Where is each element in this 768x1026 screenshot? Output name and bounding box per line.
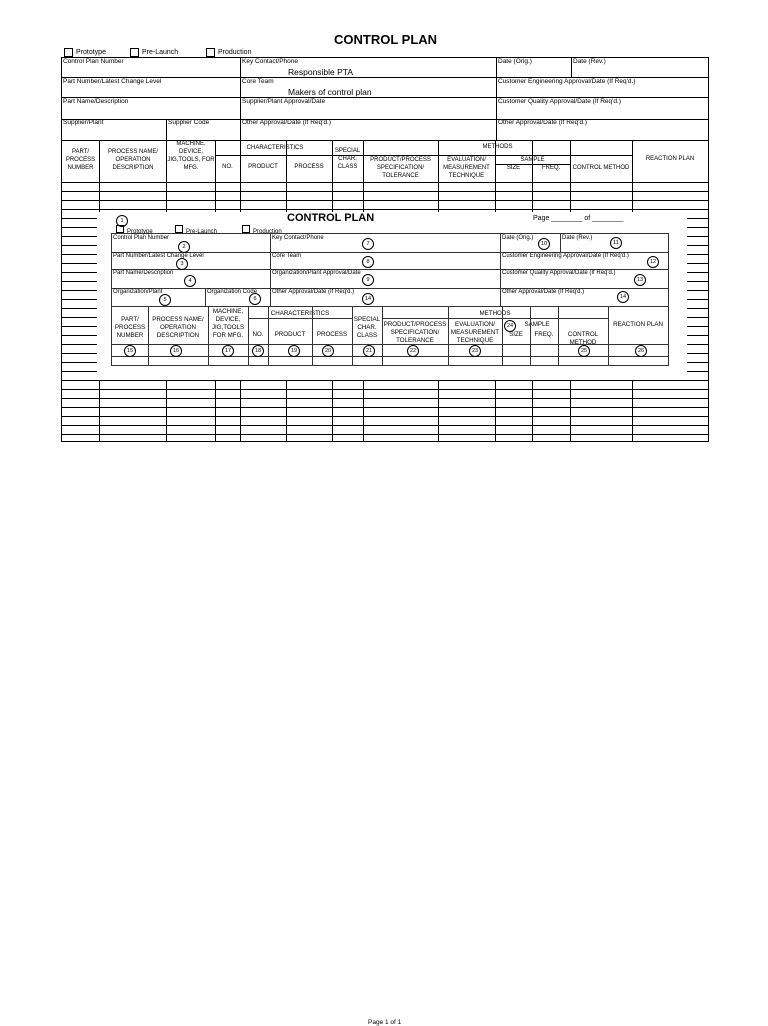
embedded-column-line — [312, 306, 313, 365]
grid-row-line — [62, 398, 708, 399]
embedded-part-name-label: Part Name/Description — [113, 270, 174, 276]
embedded-col-product: PRODUCT — [274, 331, 306, 338]
embedded-other-approval-label: Other Approval/Date (If Req'd.) — [502, 289, 585, 295]
embedded-column-line — [382, 306, 383, 365]
embedded-col-no: NO. — [252, 331, 264, 338]
callout-marker: 23 — [469, 345, 481, 357]
embedded-column-line — [558, 306, 559, 365]
embedded-column-line — [352, 306, 353, 365]
embedded-org-code-label: Organization Code — [207, 289, 258, 295]
grid-row-line — [62, 416, 708, 417]
callout-marker: 11 — [610, 237, 622, 249]
grid-row-line — [62, 209, 708, 210]
checkbox-prototype[interactable] — [64, 48, 106, 57]
callout-marker: 14 — [617, 291, 629, 303]
callout-marker: 25 — [578, 345, 590, 357]
page-footer: Page 1 of 1 — [368, 1019, 402, 1026]
checkbox-label: Prototype — [127, 229, 153, 235]
callout-marker: 12 — [647, 256, 659, 268]
callout-marker: 2 — [178, 241, 190, 253]
embedded-column-line — [268, 306, 269, 365]
embedded-col-process-name: PROCESS NAME/ OPERATION DESCRIPTION — [152, 316, 204, 339]
callout-marker: 22 — [407, 345, 419, 357]
divider — [500, 234, 501, 306]
divider — [166, 119, 167, 140]
col-control-method: CONTROL METHOD — [572, 165, 630, 171]
callout-marker: 1 — [116, 215, 128, 227]
grid-row-line — [62, 407, 708, 408]
callout-marker: 17 — [222, 345, 234, 357]
embedded-col-freq: FREQ. — [534, 331, 554, 338]
checkbox-label: Production — [218, 49, 252, 56]
supplier-code-label: Supplier Code — [168, 119, 210, 126]
col-freq: FREQ. — [541, 165, 561, 171]
col-machine: MACHINE, DEVICE, JIG,TOOLS, FOR MFG. — [167, 141, 215, 171]
embedded-part-number-label: Part Number/Latest Change Level — [113, 253, 204, 259]
divider — [62, 119, 708, 120]
embedded-column-line — [208, 306, 209, 365]
checkbox-label: Pre-Launch — [186, 229, 218, 235]
other-approval-label: Other Approval/Date (If Req'd.) — [242, 119, 332, 126]
col-process: PROCESS — [294, 164, 324, 170]
callout-marker: 10 — [538, 238, 550, 250]
callout-marker: 13 — [634, 274, 646, 286]
divider — [571, 58, 572, 77]
divider — [112, 306, 668, 307]
core-team-value[interactable]: Makers of control plan — [288, 87, 372, 97]
checkbox-box[interactable] — [206, 48, 215, 57]
embedded-col-part: PART/ PROCESS NUMBER — [114, 316, 146, 339]
divider — [62, 182, 708, 183]
grid-row-line — [62, 434, 708, 435]
embedded-column-line — [502, 306, 503, 365]
col-methods: METHODS — [482, 144, 513, 150]
page-title: CONTROL PLAN — [334, 32, 438, 47]
col-size: SIZE — [506, 165, 521, 171]
callout-marker: 16 — [170, 345, 182, 357]
divider — [270, 234, 271, 306]
supplier-plant-label: Supplier/Plant — [63, 119, 104, 126]
col-product: PRODUCT — [248, 164, 278, 170]
part-name-label: Part Name/Description — [63, 98, 129, 105]
col-product-spec: PRODUCT/PROCESS SPECIFICATION/ TOLERANCE — [370, 157, 431, 179]
embedded-key-contact-label: Key Contact/Phone — [272, 235, 324, 241]
key-contact-label: Key Contact/Phone — [242, 58, 299, 65]
embedded-date-orig-label: Date (Orig.) — [502, 235, 534, 241]
embedded-date-rev-label: Date (Rev.) — [562, 235, 593, 241]
divider — [112, 288, 668, 289]
checkbox-pre-launch[interactable] — [130, 48, 178, 57]
embedded-form — [111, 233, 669, 366]
supplier-approval-label: Supplier/Plant Approval/Date — [242, 98, 326, 105]
customer-engineering-approval-label: Customer Engineering Approval/Date (If Req'd.) — [498, 78, 636, 85]
callout-marker: 8 — [362, 256, 374, 268]
divider — [382, 318, 608, 319]
checkbox-box — [175, 225, 183, 233]
divider — [205, 288, 206, 306]
embedded-cust-eng-approval-label: Customer Engineering Approval/Date (If Req'd.) — [502, 253, 629, 259]
callout-marker: 4 — [184, 275, 196, 287]
checkbox-label: Pre-Launch — [142, 49, 179, 56]
grid-row-line — [62, 425, 708, 426]
core-team-label: Core Team — [242, 78, 274, 85]
embedded-title: CONTROL PLAN — [287, 212, 375, 224]
embedded-column-line — [248, 306, 249, 365]
divider — [62, 140, 708, 141]
callout-marker: 3 — [176, 258, 188, 270]
embedded-col-reaction-plan: REACTION PLAN — [613, 321, 663, 328]
col-evaluation: EVALUATION/ MEASUREMENT TECHNIQUE — [443, 157, 490, 179]
embedded-col-characteristics: CHARACTERISTICS — [270, 310, 330, 317]
embedded-org-plant-approval-label: Organization/Plant Approval/Date — [272, 270, 361, 276]
callout-marker: 15 — [124, 345, 136, 357]
col-part-process-number: PART/ PROCESS NUMBER — [65, 149, 96, 171]
callout-marker: 21 — [363, 345, 375, 357]
col-characteristics: CHARACTERISTICS — [246, 145, 304, 151]
embedded-core-team-label: Core Team — [272, 253, 302, 259]
control-plan-number-label: Control Plan Number — [63, 58, 124, 65]
embedded-col-machine: MACHINE, DEVICE, JIG,TOOLS FOR MFG. — [211, 308, 245, 339]
col-special-char: SPECIAL CHAR. CLASS — [334, 148, 361, 170]
divider — [560, 234, 561, 252]
checkbox-production[interactable] — [206, 48, 251, 57]
embedded-col-sample: SAMPLE — [524, 321, 550, 328]
date-orig-label: Date (Orig.) — [498, 58, 532, 65]
divider — [496, 58, 497, 140]
embedded-column-line — [530, 306, 531, 365]
other-approval-label: Other Approval/Date (If Req'd.) — [498, 119, 588, 126]
embedded-column-line — [148, 306, 149, 365]
embedded-org-plant-label: Organization/Plant — [113, 289, 163, 295]
checkbox-label: Production — [253, 229, 282, 235]
embedded-col-size: SIZE — [509, 331, 523, 338]
grid-row-line — [62, 389, 708, 390]
part-number-label: Part Number/Latest Change Level — [63, 78, 162, 85]
embedded-col-process: PROCESS — [316, 331, 348, 338]
key-contact-value[interactable]: Responsible PTA — [288, 67, 354, 77]
divider — [248, 318, 352, 319]
checkbox-box[interactable] — [130, 48, 139, 57]
embedded-column-line — [608, 306, 609, 365]
callout-marker: 14 — [362, 293, 374, 305]
col-process-name: PROCESS NAME/ OPERATION DESCRIPTION — [107, 149, 158, 171]
callout-marker: 20 — [322, 345, 334, 357]
callout-marker: 6 — [249, 293, 261, 305]
callout-marker: 19 — [288, 345, 300, 357]
callout-marker: 24 — [504, 320, 516, 332]
callout-marker: 18 — [252, 345, 264, 357]
embedded-control-plan-image — [97, 212, 687, 380]
col-reaction-plan: REACTION PLAN — [645, 156, 695, 162]
callout-marker: 26 — [635, 345, 647, 357]
checkbox-box[interactable] — [64, 48, 73, 57]
embedded-cust-quality-approval-label: Customer Quality Approval/Date (If Req'd.) — [502, 270, 616, 276]
embedded-control-plan-number-label: Control Plan Number — [113, 235, 170, 241]
date-rev-label: Date (Rev.) — [573, 58, 606, 65]
callout-marker: 5 — [159, 294, 171, 306]
checkbox-box — [116, 225, 124, 233]
embedded-col-special-char: SPECIAL CHAR. CLASS — [353, 316, 381, 339]
embedded-col-product-spec: PRODUCT/PROCESS SPECIFICATION/ TOLERANCE — [383, 321, 447, 344]
col-no: NO. — [222, 164, 233, 170]
divider — [240, 58, 241, 140]
grid-row-line — [62, 191, 708, 192]
grid-row-line — [62, 380, 708, 381]
checkbox-box — [242, 225, 250, 233]
embedded-col-control-method: CONTROL METHOD — [567, 331, 599, 346]
grid-row-line — [62, 200, 708, 201]
checkbox-label: Prototype — [76, 49, 106, 56]
embedded-column-line — [448, 306, 449, 365]
col-sample: SAMPLE — [520, 157, 545, 163]
embedded-col-evaluation: EVALUATION/ MEASUREMENT TECHNIQUE — [450, 321, 500, 344]
customer-quality-approval-label: Customer Quality Approval/Date (If Req'd.) — [498, 98, 621, 105]
embedded-page-label: Page ________ of ________ — [533, 215, 624, 222]
embedded-col-methods: METHODS — [479, 310, 511, 317]
callout-marker: 7 — [362, 238, 374, 250]
embedded-other-approval-label: Other Approval/Date (If Req'd.) — [272, 289, 355, 295]
callout-marker: 9 — [362, 274, 374, 286]
